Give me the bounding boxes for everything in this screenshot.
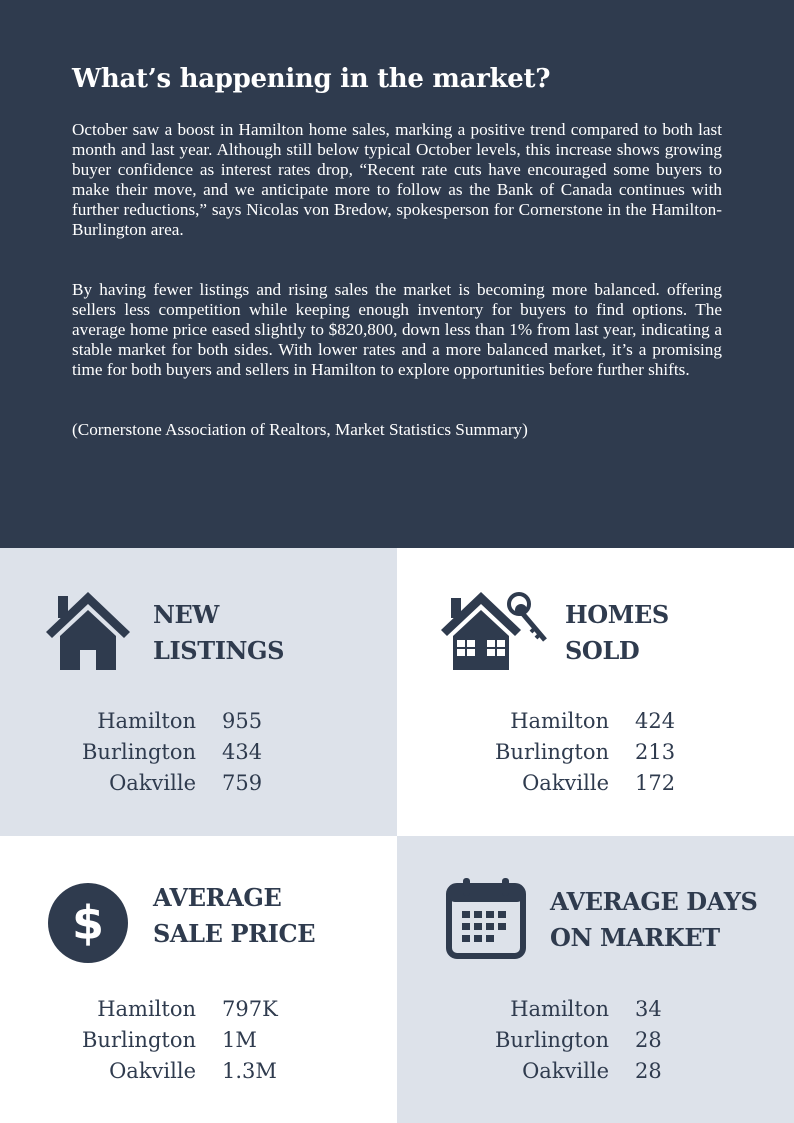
table-row: Hamilton	[97, 709, 196, 733]
stat-value: 1.3M	[222, 1059, 277, 1083]
table-row: Oakville	[109, 1059, 196, 1083]
stat-value: 797K	[222, 997, 278, 1021]
avg-days-on-market-panel	[397, 836, 794, 1123]
stat-value: 213	[635, 740, 676, 764]
page-title: What’s happening in the market?	[72, 64, 551, 94]
table-row: Oakville	[522, 771, 609, 795]
stat-value: 28	[635, 1059, 662, 1083]
source-citation: (Cornerstone Association of Realtors, Market Statistics Summary)	[72, 420, 528, 439]
table-row: Hamilton	[97, 997, 196, 1021]
house-key-icon	[441, 590, 553, 672]
stat-value: 28	[635, 1028, 662, 1052]
svg-text:$: $	[71, 896, 105, 950]
stat-value: 955	[222, 709, 263, 733]
stat-value: 1M	[222, 1028, 257, 1052]
avg-sale-price-title: AVERAGE SALE PRICE	[153, 883, 316, 948]
stat-value: 172	[635, 771, 676, 795]
homes-sold-title: HOMES SOLD	[565, 600, 669, 665]
calendar-icon	[445, 876, 527, 960]
avg-days-on-market-title: AVERAGE DAYS ON MARKET	[550, 887, 758, 952]
new-listings-panel	[0, 548, 397, 836]
stat-value: 34	[635, 997, 662, 1021]
table-row: Oakville	[109, 771, 196, 795]
summary-paragraph-2: By having fewer listings and rising sales the market is becoming more balanced. offering sellers less competition while keeping enough inventory for buyers to find options. The average home price eased slightly to $820,800, down less than 1% from last year, indicating a stable market for both sides. With lower rates and a more balanced market, it’s a promising time for both buyers and sellers in Hamilton to explore opportunities before further shifts.	[72, 280, 722, 379]
market-summary-section	[0, 0, 794, 548]
stat-value: 759	[222, 771, 263, 795]
stat-value: 424	[635, 709, 676, 733]
summary-paragraph-1: October saw a boost in Hamilton home sales, marking a positive trend compared to both last month and last year. Although still below typical October levels, this increase shows growing buyer confidence as interest rates drop, “Recent rate cuts have encouraged some buyers to make their move, and we anticipate more to follow as the Bank of Canada continues with further reductions,” says Nicolas von Bredow, spokesperson for Cornerstone in the Hamilton-Burlington area.	[72, 120, 722, 239]
table-row: Burlington	[494, 740, 609, 764]
homes-sold-panel	[397, 548, 794, 836]
table-row: Burlington	[81, 1028, 196, 1052]
avg-sale-price-panel	[0, 836, 397, 1123]
new-listings-title: NEW LISTINGS	[153, 600, 285, 665]
stat-value: 434	[222, 740, 263, 764]
table-row: Burlington	[81, 740, 196, 764]
table-row: Hamilton	[510, 997, 609, 1021]
table-row: Burlington	[494, 1028, 609, 1052]
house-icon	[44, 590, 132, 672]
dollar-icon	[48, 883, 128, 963]
table-row: Oakville	[522, 1059, 609, 1083]
table-row: Hamilton	[510, 709, 609, 733]
